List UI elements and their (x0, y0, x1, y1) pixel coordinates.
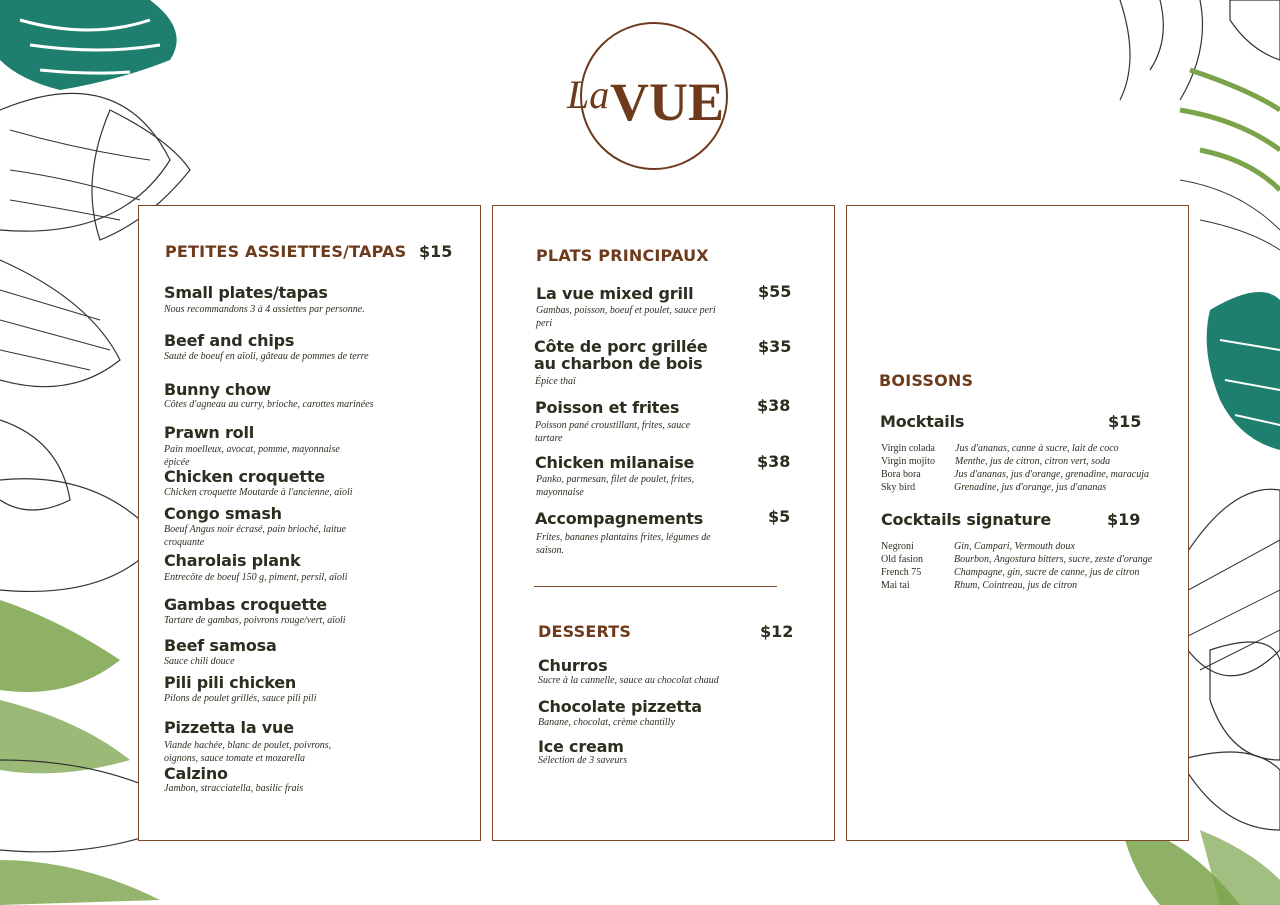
logo-la-text: La (567, 72, 610, 117)
cocktail-name: Mai tai (881, 580, 910, 591)
tapas-item-desc: Viande hachée, blanc de poulet, poivrons, oignons, sauce tomate et mozarella (164, 740, 332, 764)
mocktail-name: Virgin colada (881, 443, 935, 454)
mocktail-name: Sky bird (881, 482, 916, 493)
mains-item-name: La vue mixed grill (536, 284, 694, 303)
cocktail-desc: Gin, Campari, Vermouth doux (954, 541, 1075, 552)
cocktail-name: Old fasion (881, 554, 923, 565)
desserts-section-title: DESSERTS (538, 622, 632, 641)
dessert-item-name: Ice cream (538, 737, 624, 756)
tapas-item-desc: Entrecôte de boeuf 150 g, piment, persil, aïoli (164, 572, 348, 583)
drinks-section-title: BOISSONS (879, 371, 974, 390)
cocktail-desc: Bourbon, Angostura bitters, sucre, zeste d'orange (954, 554, 1153, 565)
la-vue-logo (565, 20, 743, 172)
tapas-item-desc: Pain moelleux, avocat, pomme, mayonnaise épicée (164, 444, 340, 468)
mains-item-price: $35 (758, 337, 792, 356)
dessert-item-name: Churros (538, 656, 608, 675)
mains-item-desc: Épice thaï (535, 376, 576, 387)
cocktail-desc: Rhum, Cointreau, jus de citron (954, 580, 1078, 591)
mocktail-name: Virgin mojito (881, 456, 935, 467)
dessert-item-desc: Banane, chocolat, crème chantilly (538, 717, 675, 728)
cocktail-name: Negroni (881, 541, 914, 552)
mains-item-name: Poisson et frites (535, 398, 680, 417)
tapas-item-name: Prawn roll (164, 423, 255, 442)
dessert-item-desc: Sucre à la cannelle, sauce au chocolat chaud (538, 675, 719, 686)
mains-item-name: Chicken milanaise (535, 453, 695, 472)
tapas-item-name: Congo smash (164, 504, 282, 523)
cocktails-price: $19 (1107, 510, 1141, 529)
mains-item-price: $38 (757, 452, 791, 471)
mocktail-name: Bora bora (881, 469, 921, 480)
tapas-item-name: Beef and chips (164, 331, 295, 350)
mains-item-desc: Frites, bananes plantains frites, légumes de saison. (536, 532, 711, 556)
cocktail-name: French 75 (881, 567, 922, 578)
mains-item-desc: Gambas, poisson, boeuf et poulet, sauce peri peri (536, 305, 716, 329)
tapas-item-name: Bunny chow (164, 380, 272, 399)
dessert-item-name: Chocolate pizzetta (538, 697, 702, 716)
mains-section-title: PLATS PRINCIPAUX (536, 246, 709, 265)
tapas-item-desc: Pilons de poulet grillés, sauce pili pili (164, 693, 317, 704)
tapas-item-name: Charolais plank (164, 551, 301, 570)
mains-item-name: Côte de porc grillée au charbon de bois (534, 337, 708, 373)
mains-item-price: $55 (758, 282, 792, 301)
tapas-item-name: Small plates/tapas (164, 283, 328, 302)
tapas-item-name: Beef samosa (164, 636, 277, 655)
mocktails-price: $15 (1108, 412, 1142, 431)
tapas-item-desc: Sauté de boeuf en aïoli, gâteau de pommes de terre (164, 351, 369, 362)
tapas-item-desc: Nous recommandons 3 à 4 assiettes par personne. (164, 304, 365, 315)
logo-vue-text: VUE (610, 72, 725, 132)
tapas-section-title: PETITES ASSIETTES/TAPAS (165, 242, 407, 261)
mocktails-title: Mocktails (880, 412, 965, 431)
mains-item-name: Accompagnements (535, 509, 704, 528)
tapas-section-price: $15 (419, 242, 453, 261)
cocktails-title: Cocktails signature (881, 510, 1051, 529)
mocktail-desc: Grenadine, jus d'orange, jus d'ananas (954, 482, 1107, 493)
mains-item-price: $38 (757, 396, 791, 415)
cocktail-desc: Champagne, gin, sucre de canne, jus de citron (954, 567, 1140, 578)
mocktail-desc: Jus d'ananas, jus d'orange, grenadine, maracuja (954, 469, 1150, 480)
tapas-item-desc: Sauce chili douce (164, 656, 235, 667)
mains-item-price: $5 (768, 507, 791, 526)
tapas-item-desc: Boeuf Angus noir écrasé, pain brioché, laitue croquante (164, 524, 347, 548)
section-divider (534, 586, 777, 587)
tapas-item-desc: Jambon, stracciatella, basilic frais (164, 783, 304, 794)
tapas-item-name: Pili pili chicken (164, 673, 297, 692)
tapas-item-desc: Chicken croquette Moutarde à l'ancienne, aïoli (164, 487, 353, 498)
mocktail-desc: Jus d'ananas, canne à sucre, lait de coco (955, 443, 1119, 454)
tapas-item-name: Gambas croquette (164, 595, 327, 614)
tapas-item-name: Chicken croquette (164, 467, 325, 486)
dessert-item-desc: Sélection de 3 saveurs (538, 755, 628, 766)
mains-item-desc: Poisson pané croustillant, frites, sauce tartare (535, 420, 691, 444)
desserts-section-price: $12 (760, 622, 794, 641)
tapas-item-name: Calzino (164, 764, 228, 783)
tapas-item-desc: Côtes d'agneau au curry, brioche, carottes marinées (164, 399, 374, 410)
tapas-item-desc: Tartare de gambas, poivrons rouge/vert, aïoli (164, 615, 346, 626)
mocktail-desc: Menthe, jus de citron, citron vert, soda (955, 456, 1111, 467)
tapas-item-name: Pizzetta la vue (164, 718, 294, 737)
mains-item-desc: Panko, parmesan, filet de poulet, frites, mayonnaise (536, 474, 695, 498)
